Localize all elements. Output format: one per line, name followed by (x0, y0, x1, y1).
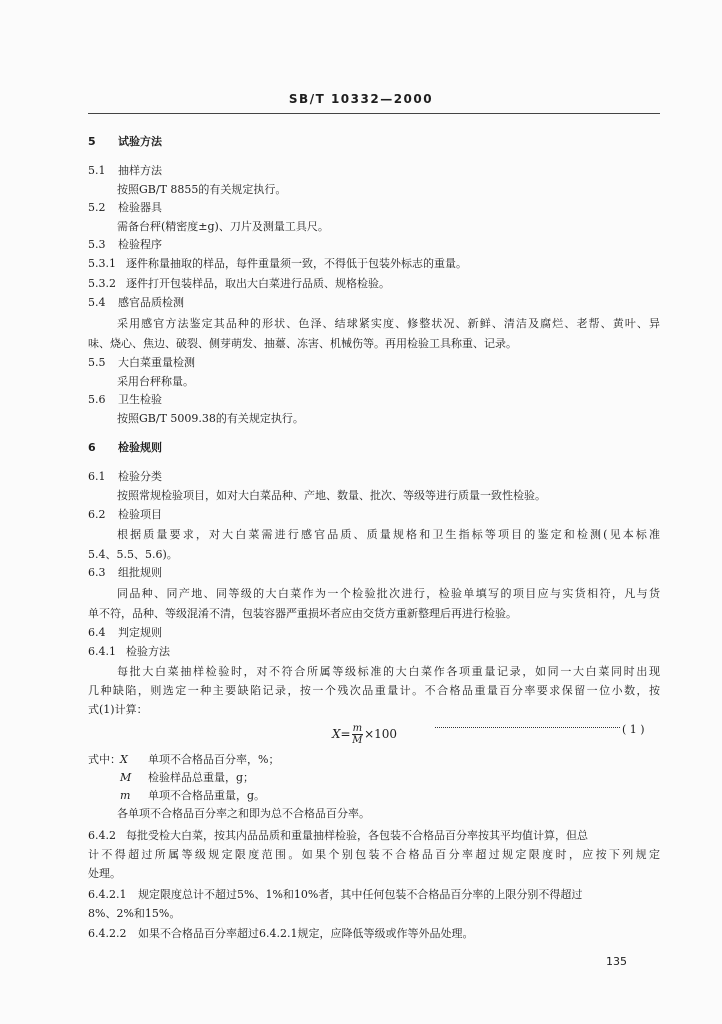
sum-note: 各单项不合格品百分率之和即为总不合格品百分率。 (117, 807, 370, 820)
clause-title: 检验项目 (118, 508, 162, 521)
formula-1 (332, 723, 397, 746)
clause-number: 5.6 (88, 393, 106, 406)
section-title: 试验方法 (118, 135, 162, 148)
clause-text: 逐件打开包装样品，取出大白菜进行品质、规格检验。 (126, 277, 390, 290)
clause-6-4-1-line-1: 每批大白菜抽样检验时，对不符合所属等级标准的大白菜作各项重量记录，如同一大白菜同时出现 (117, 665, 660, 678)
clause-5-3-1 (88, 257, 467, 271)
clause-number: 5.3.2 (88, 277, 116, 290)
clause-5-6-heading (88, 393, 162, 407)
clause-5-5-heading (88, 356, 195, 370)
header-rule (88, 113, 660, 114)
clause-text: 每批受检大白菜，按其内品品质和重量抽样检验，各包装不合格品百分率按其平均值计算，但总 (126, 829, 588, 842)
clause-6-4-2-2 (88, 927, 473, 941)
standard-header: SB/T 10332—2000 (288, 92, 434, 106)
clause-6-4-2-1-line-1 (88, 888, 660, 902)
clause-title: 检验分类 (118, 470, 162, 483)
clause-6-4-1-line-2: 几种缺陷，则选定一种主要缺陷记录，按一个残次品重量计。不合格品重量百分率要求保留一位小数，按 (88, 684, 660, 697)
var-big-m: M (120, 771, 132, 784)
where-x (88, 753, 279, 767)
where-label: 式中： (88, 753, 121, 766)
clause-number: 5.3 (88, 238, 106, 251)
clause-title: 大白菜重量检测 (118, 356, 195, 369)
clause-number: 6.1 (88, 470, 106, 483)
clause-number: 6.3 (88, 566, 106, 579)
clause-5-4-heading (88, 296, 184, 310)
clause-number: 5.3.1 (88, 257, 116, 270)
clause-text: 逐件称量抽取的样品，每件重量须一致，不得低于包装外标志的重量。 (126, 257, 467, 270)
clause-6-3-line-1: 同品种、同产地、同等级的大白菜作为一个检验批次进行，检验单填写的项目应与实货相符，凡与货 (117, 587, 660, 600)
clause-number: 6.4.2 (88, 829, 116, 842)
clause-5-4-line-2: 味、烧心、焦边、破裂、侧芽萌发、抽薹、冻害、机械伤等。再用检验工具称重、记录。 (88, 337, 517, 350)
clause-5-3-heading (88, 238, 162, 252)
clause-title: 感官品质检测 (118, 296, 184, 309)
clause-5-4-line-1: 采用感官方法鉴定其品种的形状、色泽、结球紧实度、修整状况、新鲜、清洁及腐烂、老帮、黄叶、异 (117, 317, 660, 330)
formula-number: ( 1 ) (622, 723, 645, 736)
clause-5-6-body: 按照GB/T 5009.38的有关规定执行。 (117, 412, 304, 425)
var-small-m-desc: 单项不合格品重量，g。 (148, 789, 266, 802)
clause-6-4-heading (88, 626, 162, 640)
clause-number: 6.4 (88, 626, 106, 639)
var-x-desc: 单项不合格品百分率，%； (148, 753, 280, 766)
clause-5-1-body: 按照GB/T 8855的有关规定执行。 (117, 183, 287, 196)
section-number: 6 (88, 441, 96, 454)
clause-title: 抽样方法 (118, 164, 162, 177)
clause-6-2-heading (88, 508, 162, 522)
formula-fraction (352, 723, 363, 746)
where-big-m (120, 771, 254, 785)
clause-6-2-line-2: 5.4、5.5、5.6)。 (88, 548, 178, 561)
clause-number: 6.2 (88, 508, 106, 521)
clause-number: 6.4.2.2 (88, 927, 127, 940)
clause-text: 如果不合格品百分率超过6.4.2.1规定，应降低等级或作等外品处理。 (138, 927, 474, 940)
formula-lhs: X (332, 727, 341, 741)
clause-5-2-heading (88, 201, 162, 215)
clause-number: 5.5 (88, 356, 106, 369)
var-x: X (120, 753, 128, 766)
page-number: 135 (606, 955, 627, 968)
formula-multiplier: ×100 (364, 727, 398, 741)
formula-leader-dots (435, 727, 620, 728)
clause-title: 检验程序 (118, 238, 162, 251)
clause-title: 检验器具 (118, 201, 162, 214)
clause-title: 卫生检验 (118, 393, 162, 406)
clause-title: 组批规则 (118, 566, 162, 579)
clause-6-4-1-heading (88, 645, 170, 659)
clause-6-2-line-1: 根据质量要求，对大白菜需进行感官品质、质量规格和卫生指标等项目的鉴定和检测(见本标准 (117, 528, 660, 541)
clause-number: 6.4.1 (88, 645, 116, 658)
clause-6-1-body: 按照常规检验项目，如对大白菜品种、产地、数量、批次、等级等进行质量一致性检验。 (117, 489, 546, 502)
section-5-heading (88, 135, 162, 149)
clause-number: 5.2 (88, 201, 106, 214)
section-number: 5 (88, 135, 96, 148)
clause-6-4-2-line-1 (88, 829, 660, 843)
where-small-m (120, 789, 265, 803)
formula-denominator: M (352, 735, 363, 746)
clause-6-4-2-1-line-2: 8%、2%和15%。 (88, 907, 181, 920)
var-big-m-desc: 检验样品总重量，g； (148, 771, 255, 784)
clause-title: 判定规则 (118, 626, 162, 639)
clause-number: 6.4.2.1 (88, 888, 127, 901)
clause-text: 规定限度总计不超过5%、1%和10%者，其中任何包装不合格品百分率的上限分别不得超过 (138, 888, 583, 901)
clause-6-3-line-2: 单不符，品种、等级混淆不清，包装容器严重损坏者应由交货方重新整理后再进行检验。 (88, 607, 517, 620)
formula-equals: = (340, 727, 351, 741)
clause-5-1-heading (88, 164, 162, 178)
clause-6-3-heading (88, 566, 162, 580)
clause-6-1-heading (88, 470, 162, 484)
clause-number: 5.4 (88, 296, 106, 309)
clause-6-4-2-line-3: 处理。 (88, 867, 121, 880)
clause-5-5-body: 采用台秤称量。 (117, 375, 194, 388)
section-6-heading (88, 441, 162, 455)
clause-6-4-2-line-2: 计不得超过所属等级规定限度范围。如果个别包装不合格品百分率超过规定限度时，应按下列规定 (88, 848, 660, 861)
clause-number: 5.1 (88, 164, 106, 177)
clause-6-4-1-line-3: 式(1)计算： (88, 703, 148, 716)
clause-title: 检验方法 (126, 645, 170, 658)
clause-5-2-body: 需备台秤(精密度±g)、刀片及测量工具尺。 (117, 220, 329, 233)
clause-5-3-2 (88, 277, 390, 291)
var-small-m: m (120, 789, 131, 802)
formula-numerator: m (352, 723, 363, 734)
section-title: 检验规则 (118, 441, 162, 454)
